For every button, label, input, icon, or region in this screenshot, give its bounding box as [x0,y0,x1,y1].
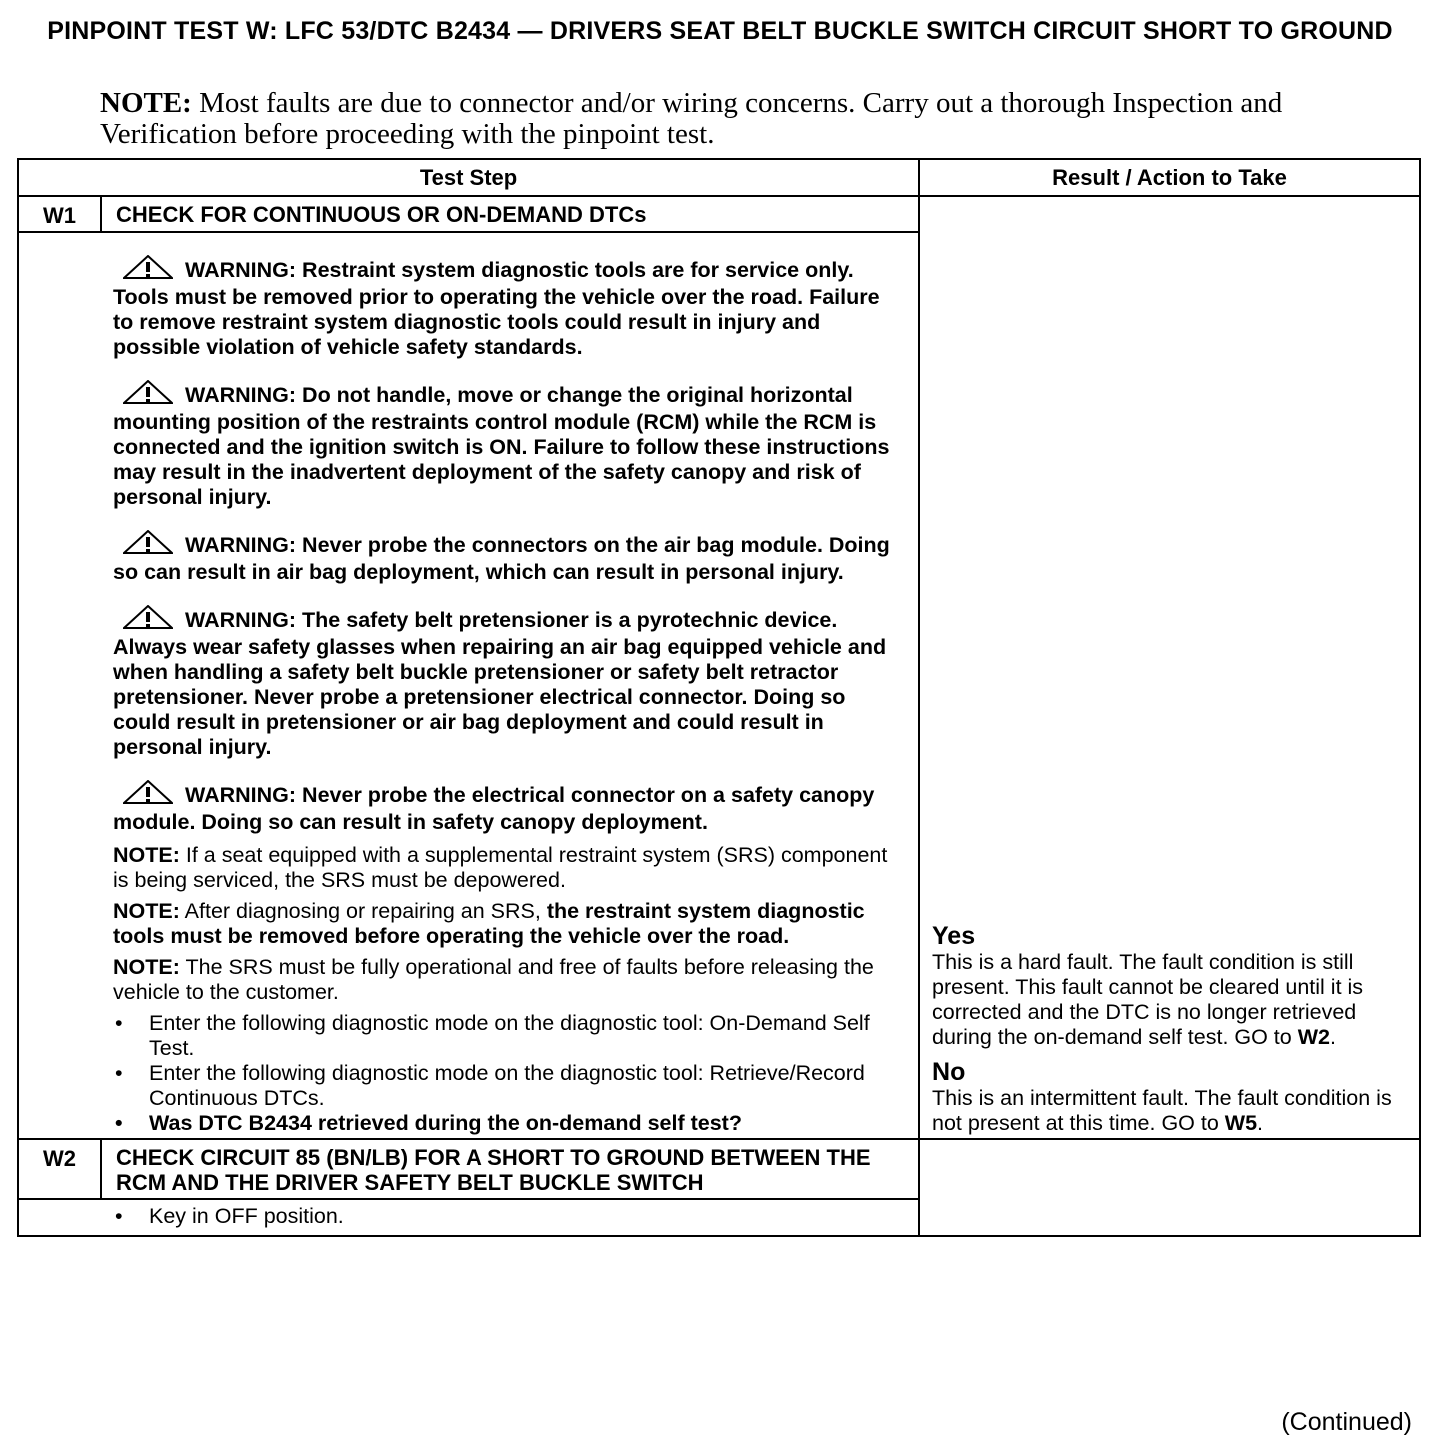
note-remove-tools: NOTE: After diagnosing or repairing an SRS, the restraint system diagnostic tools must be removed before operating the vehicle over the road. [113,899,865,948]
result-no-text: This is an intermittent fault. The fault condition is not present at this time. GO to W5. [932,1086,1392,1135]
warning-3: WARNING: Never probe the connectors on the air bag module. Doing so can result in air bag deployment, which can result in personal injury. [113,530,904,585]
step-title-w1: CHECK FOR CONTINUOUS OR ON-DEMAND DTCs [101,196,919,232]
step-w1-header-row [18,196,1420,232]
w1-bullet-list [113,1011,904,1136]
step-id-w2: W2 [18,1139,101,1199]
header-result-action: Result / Action to Take [919,159,1420,196]
warning-triangle-icon [123,530,173,560]
pinpoint-test-table [17,158,1421,1237]
list-item: • Key in OFF position. [115,1204,344,1228]
warning-2: WARNING: Do not handle, move or change the original horizontal mounting position of the restraints control module (RCM) while the RCM is connected and the ignition switch is ON. Failure to follow these instructions may result in the inadvertent deployment of the safety canopy and risk of personal injury. [113,380,904,510]
goto-w2: W2 [1297,1025,1330,1049]
step-id-w1: W1 [18,196,101,232]
warning-triangle-icon [123,780,173,810]
top-note [100,88,1300,150]
warning-5: WARNING: Never probe the electrical connector on a safety canopy module. Doing so can result in safety canopy deployment. [113,780,904,835]
list-item: • Enter the following diagnostic mode on the diagnostic tool: On-Demand Self Test. [115,1011,870,1060]
warning-triangle-icon [123,255,173,285]
top-note-label: NOTE: [100,87,192,119]
w1-question: • Was DTC B2434 retrieved during the on-demand self test? [115,1111,742,1135]
warning-1: WARNING: Restraint system diagnostic tools are for service only. Tools must be removed prior to operating the vehicle over the road. Failure to remove restraint system diagnostic tools could result in injury and possible violation of vehicle safety standards. [113,255,904,360]
header-test-step: Test Step [18,159,919,196]
result-yes-text: This is a hard fault. The fault condition is still present. This fault cannot be cleared until it is corrected and the DTC is no longer retrieved during the on-demand self test. GO to W2. [932,950,1364,1049]
step-content-w1 [18,232,919,1139]
list-item: • Enter the following diagnostic mode on the diagnostic tool: Retrieve/Record Continuous DTCs. [115,1061,865,1110]
result-cell-w1 [919,196,1420,1139]
result-yes-label: Yes [932,922,976,950]
note-srs-depower: NOTE: If a seat equipped with a supplemental restraint system (SRS) component is being serviced, the SRS must be depowered. [113,843,888,892]
warning-triangle-icon [123,605,173,635]
step-content-w2 [18,1199,919,1236]
table-header-row [18,159,1420,196]
continued-label: (Continued) [1281,1408,1412,1436]
goto-w5: W5 [1224,1111,1258,1135]
warning-4: WARNING: The safety belt pretensioner is a pyrotechnic device. Always wear safety glasses when repairing an air bag equipped vehicle and when handling a safety belt buckle pretensioner or safety belt retractor pretensioner. Never probe a pretensioner electrical connector. Doing so could result in pretensioner or air bag deployment and could result in personal injury. [113,605,904,760]
top-note-text: Most faults are due to connector and/or wiring concerns. Carry out a thorough Inspection and Verification before proceeding with the pinpoint test. [100,87,1283,150]
step-w2-header-row [18,1139,1420,1199]
result-cell-w2 [919,1139,1420,1236]
note-srs-operational: NOTE: The SRS must be fully operational and free of faults before releasing the vehicle to the customer. [113,955,874,1004]
step-title-w2: CHECK CIRCUIT 85 (BN/LB) FOR A SHORT TO GROUND BETWEEN THE RCM AND THE DRIVER SAFETY BELT BUCKLE SWITCH [101,1139,919,1199]
page-title: PINPOINT TEST W: LFC 53/DTC B2434 — DRIVERS SEAT BELT BUCKLE SWITCH CIRCUIT SHORT TO GROUND [47,17,1393,45]
warning-triangle-icon [123,380,173,410]
w2-bullet-list [113,1204,904,1229]
result-no-label: No [932,1058,966,1086]
